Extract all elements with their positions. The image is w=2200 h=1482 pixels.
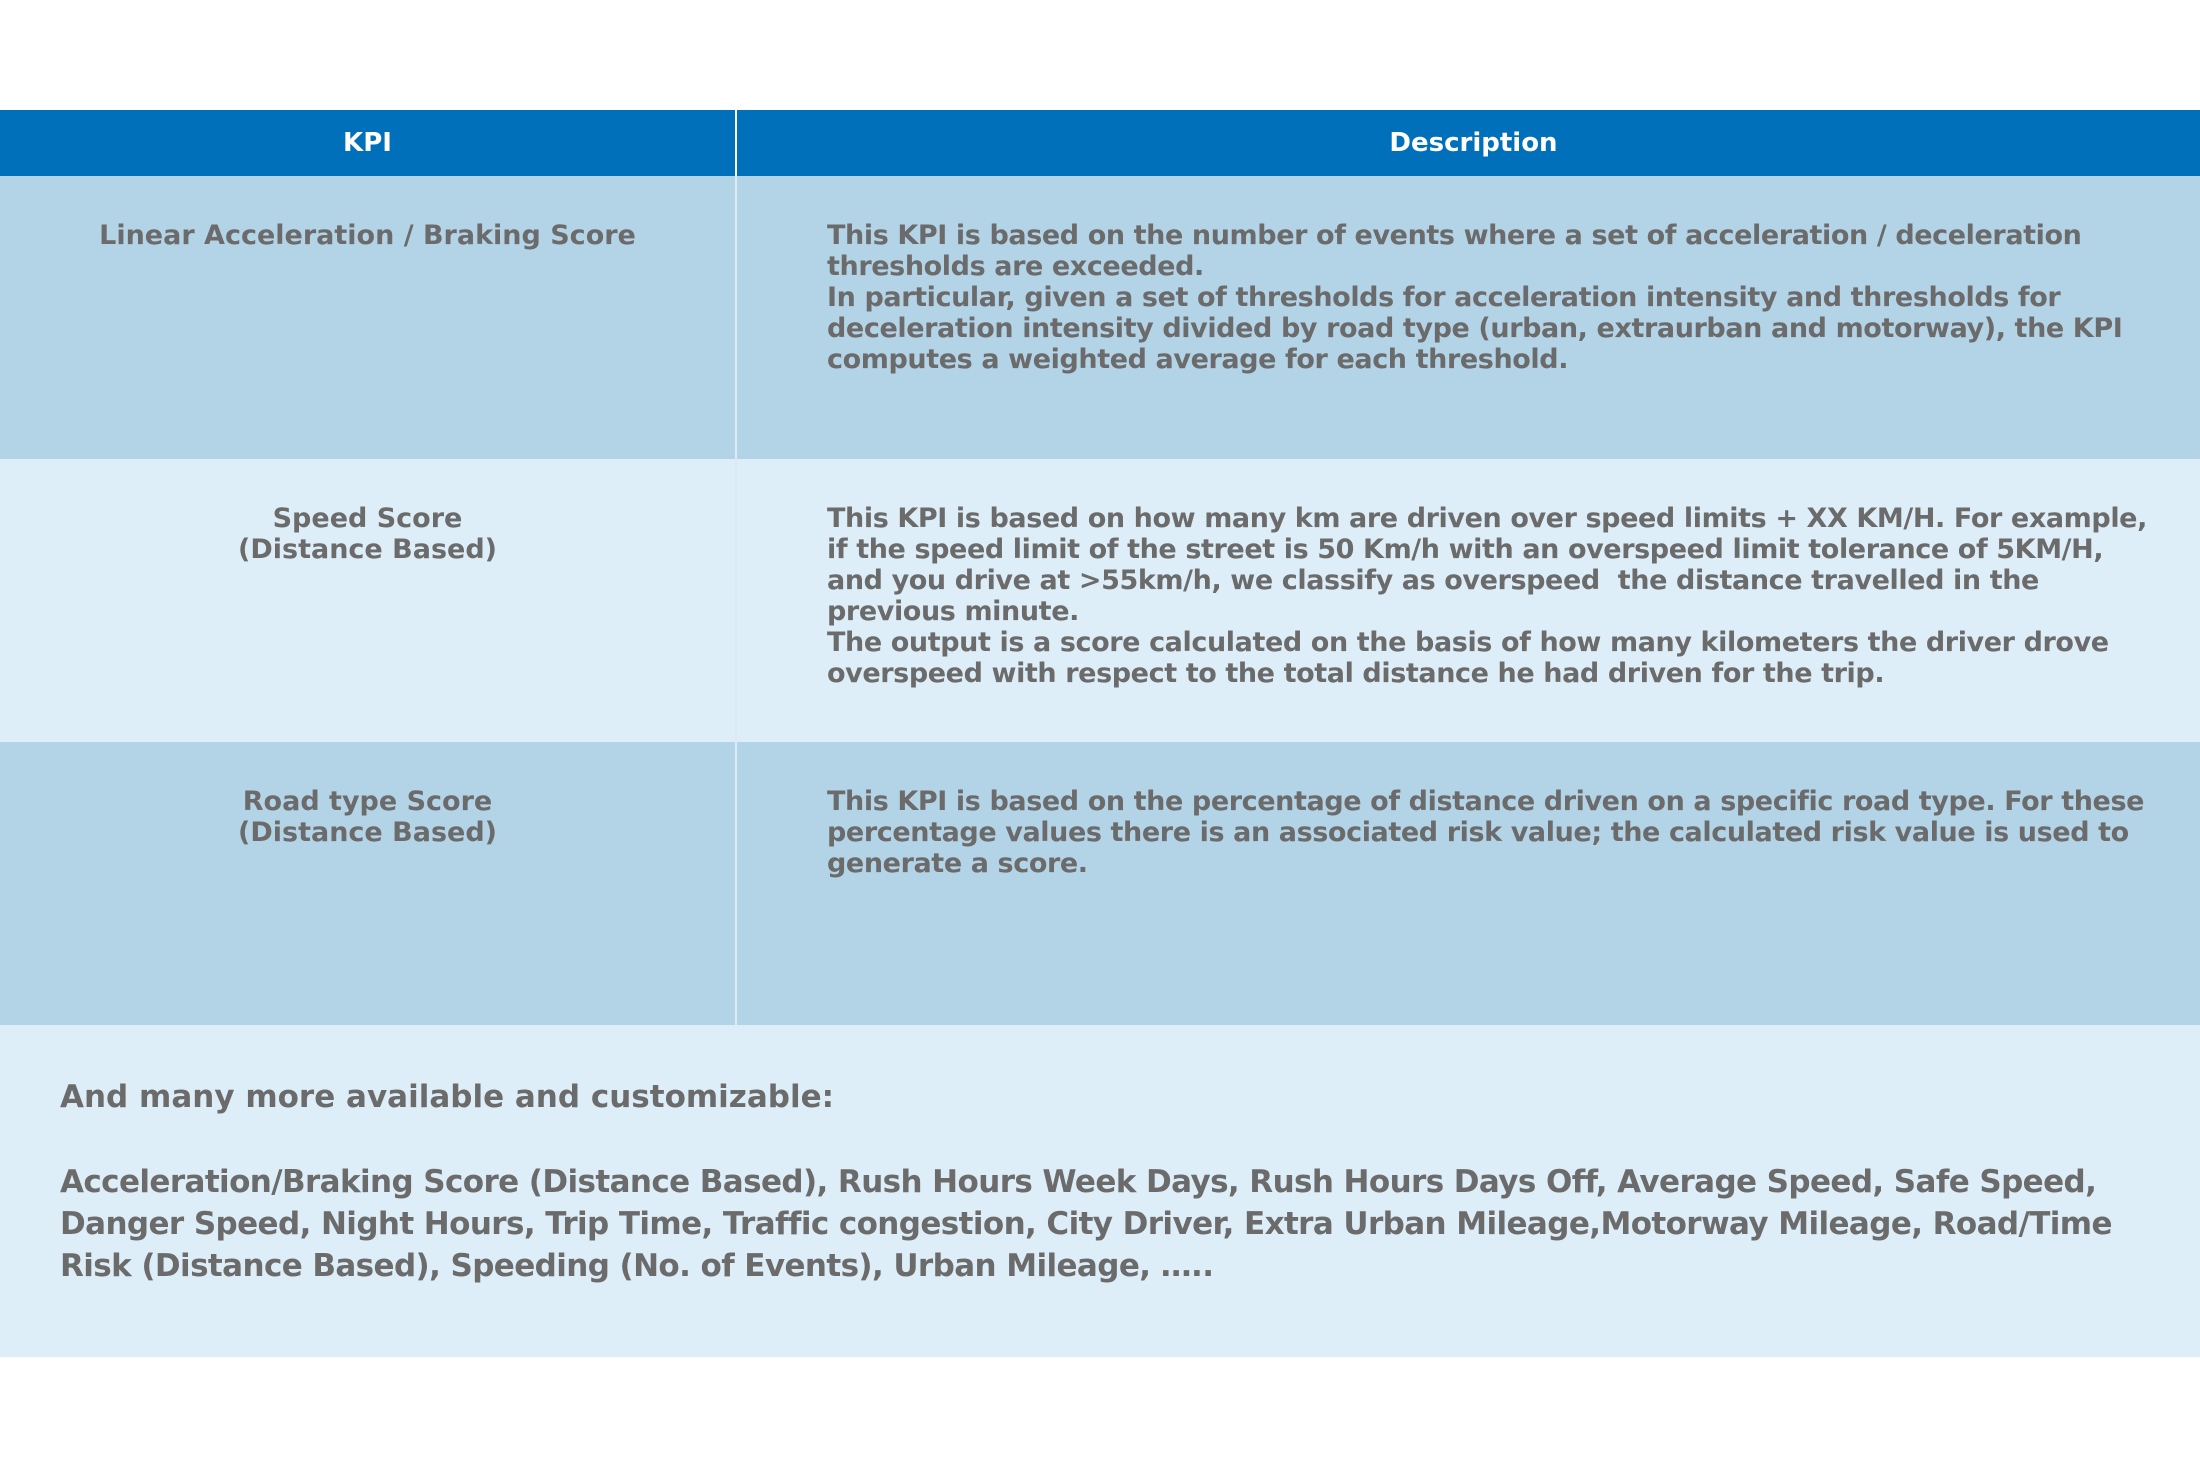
kpi-name-line: Road type Score (242, 786, 493, 817)
kpi-description (737, 742, 2200, 1025)
more-kpis-list: Acceleration/Braking Score (Distance Based), Rush Hours Week Days, Rush Hours Days Off, Average Speed, Safe Speed, Danger Speed, Night Hours, Trip Time, Traffic congestion, City Driver, Extra Urban Mileage,Motorway Mileage, Road/Time Risk (Distance Based), Speeding (No. of Events), Urban Mileage, ….. (60, 1164, 2112, 1284)
kpi-description (737, 176, 2200, 459)
kpi-description (737, 459, 2200, 742)
header-kpi: KPI (0, 110, 737, 176)
kpi-name (0, 459, 737, 742)
description-paragraph: This KPI is based on the percentage of distance driven on a specific road type. For these percentage values there is an associated risk value; the calculated risk value is used to generate a score. (827, 786, 2154, 879)
table-row (0, 459, 2200, 742)
description-paragraph: This KPI is based on the number of events where a set of acceleration / deceleration thresholds are exceeded. (827, 220, 2091, 282)
description-paragraph: The output is a score calculated on the basis of how many kilometers the driver drove overspeed with respect to the total distance he had driven for the trip. (827, 627, 2118, 689)
more-kpis-section (0, 1025, 2200, 1357)
table-header (0, 110, 2200, 176)
description-paragraph: This KPI is based on how many km are driven over speed limits + XX KM/H. For example, if the speed limit of the street is 50 Km/h with an overspeed limit tolerance of 5KM/H, and you drive at >55km/h, we classify as overspeed the distance travelled in the previous minute. (827, 503, 2156, 627)
more-kpis-title: And many more available and customizable: (60, 1079, 835, 1115)
description-paragraph: In particular, given a set of thresholds for acceleration intensity and thresholds for deceleration intensity divided by road type (urban, extraurban and motorway), the KPI computes a weighted average for each threshold. (827, 282, 2132, 375)
kpi-name (0, 176, 737, 459)
table-row (0, 176, 2200, 459)
header-description: Description (1389, 128, 1558, 158)
kpi-name-line: Linear Acceleration / Braking Score (99, 220, 636, 251)
kpi-table (0, 110, 2200, 1025)
kpi-name (0, 742, 737, 1025)
kpi-name-line: Speed Score (272, 503, 463, 534)
table-row (0, 742, 2200, 1025)
kpi-name-line: (Distance Based) (238, 817, 497, 848)
kpi-name-line: (Distance Based) (238, 534, 497, 565)
